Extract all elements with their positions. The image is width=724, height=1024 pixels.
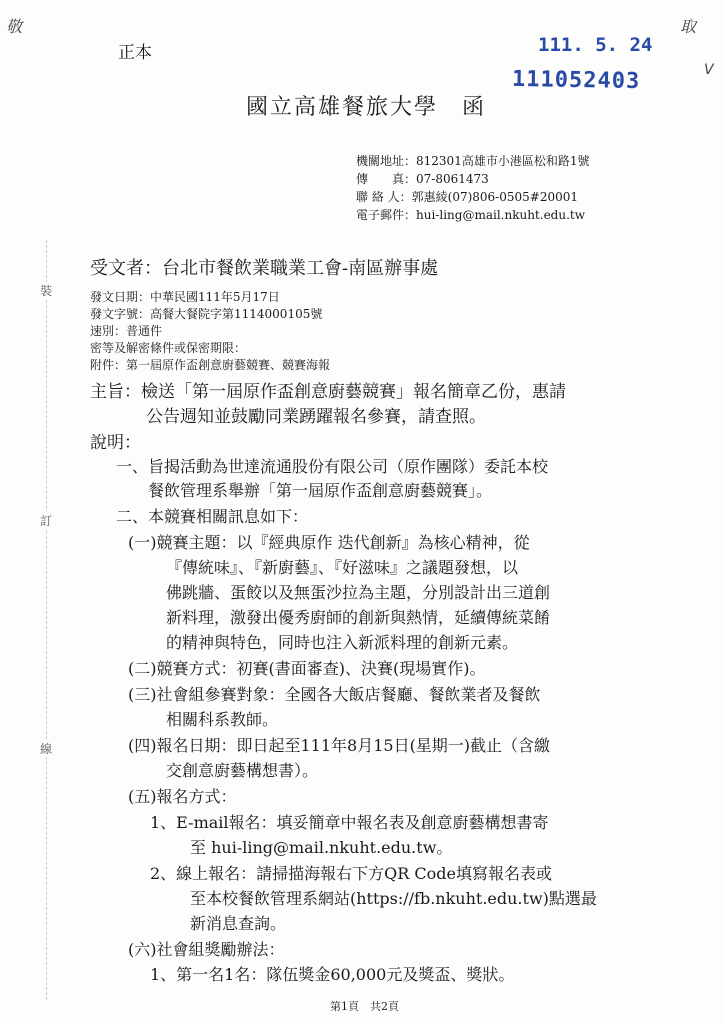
sub-5-1-line-1: 1、E-mail報名：填妥簡章中報名表及創意廚藝構想書寄 [150,813,549,832]
received-number-stamp: 111052403 [511,66,641,95]
sub-1-line-2: 『傳統味』、『新廚藝』、『好滋味』之議題發想，以 [166,558,519,577]
binding-line [46,240,47,1000]
copy-type: 正本 [118,43,152,63]
item-1-line-2: 餐飲管理系舉辦「第一屆原作盃創意廚藝競賽」。 [148,481,493,500]
sub-5-2-line-1: 2、線上報名：請掃描海報右下方QR Code填寫報名表或 [150,864,553,883]
contact-person: 聯 絡 人：郭惠綾(07)806-0505#20001 [356,190,579,204]
sub-3-line-2: 相關科系教師。 [166,710,279,729]
contact-address: 機關地址：812301高雄市小港區松和路1號 [356,154,590,168]
handwritten-check-mark: V [704,62,714,78]
sub-1-line-4: 新料理，激發出優秀廚師的創新與熱情，延續傳統菜餚 [166,608,551,627]
binding-label-zhuang: 裝 [40,284,53,298]
handwritten-mark-left: 敬 [6,17,23,36]
handwritten-mark-right: 取 [680,17,697,36]
item-1-line-1: 一、旨揭活動為世達流通股份有限公司（原作團隊）委託本校 [116,457,549,476]
document-number: 發文字號：高餐大餐院字第1114000105號 [90,307,323,321]
sub-5-heading: (五)報名方式： [128,787,237,806]
item-2-heading: 二、本競賽相關訊息如下： [116,507,309,526]
sub-5-2-line-3: 新消息查詢。 [190,914,287,933]
binding-label-ding: 訂 [40,514,53,528]
sub-1-line-1: (一)競賽主題：以『經典原作 迭代創新』為核心精神，從 [128,533,530,552]
sub-3-line-1: (三)社會組參賽對象：全國各大飯店餐廳、餐飲業者及餐飲 [128,685,541,704]
sub-1-line-3: 佛跳牆、蛋餃以及無蛋沙拉為主題，分別設計出三道創 [166,583,551,602]
sub-2: (二)競賽方式：初賽(書面審查)、決賽(現場實作)。 [128,659,486,678]
issue-date: 發文日期：中華民國111年5月17日 [90,290,280,304]
sub-4-line-1: (四)報名日期：即日起至111年8月15日(星期一)截止（含繳 [128,736,551,755]
recipient: 受文者：台北市餐飲業職業工會-南區辦事處 [90,258,439,279]
contact-email: 電子郵件：hui-ling@mail.nkuht.edu.tw [356,208,585,222]
sub-1-line-5: 的精神與特色，同時也注入新派料理的創新元素。 [166,633,519,652]
sub-5-1-line-2: 至 hui-ling@mail.nkuht.edu.tw。 [190,838,453,857]
binding-label-xian: 線 [40,742,53,756]
sub-6-heading: (六)社會組獎勵辦法： [128,940,285,959]
subject-line-1: 主旨：檢送「第一屆原作盃創意廚藝競賽」報名簡章乙份，惠請 [90,382,566,402]
confidentiality: 密等及解密條件或保密期限： [90,341,247,355]
sub-4-line-2: 交創意廚藝構想書）。 [166,761,319,780]
received-date-stamp: 111. 5. 24 [538,34,653,56]
document-title: 國立高雄餐旅大學 函 [246,95,487,120]
sub-5-2-line-2: 至本校餐飲管理系網站(https://fb.nkuht.edu.tw)點選最 [190,889,597,908]
contact-fax: 傳 真：07-8061473 [356,172,489,186]
subject-line-2: 公告週知並鼓勵同業踴躍報名參賽，請查照。 [146,407,486,427]
sub-6-1: 1、第一名1名：隊伍獎金60,000元及獎盃、獎狀。 [150,965,515,984]
page-number: 第1頁 共2頁 [330,1000,399,1013]
attachments: 附件：第一屆原作盃創意廚藝競賽、競賽海報 [90,358,331,372]
explanation-label: 說明： [90,433,141,453]
delivery-speed: 速別：普通件 [90,324,163,338]
